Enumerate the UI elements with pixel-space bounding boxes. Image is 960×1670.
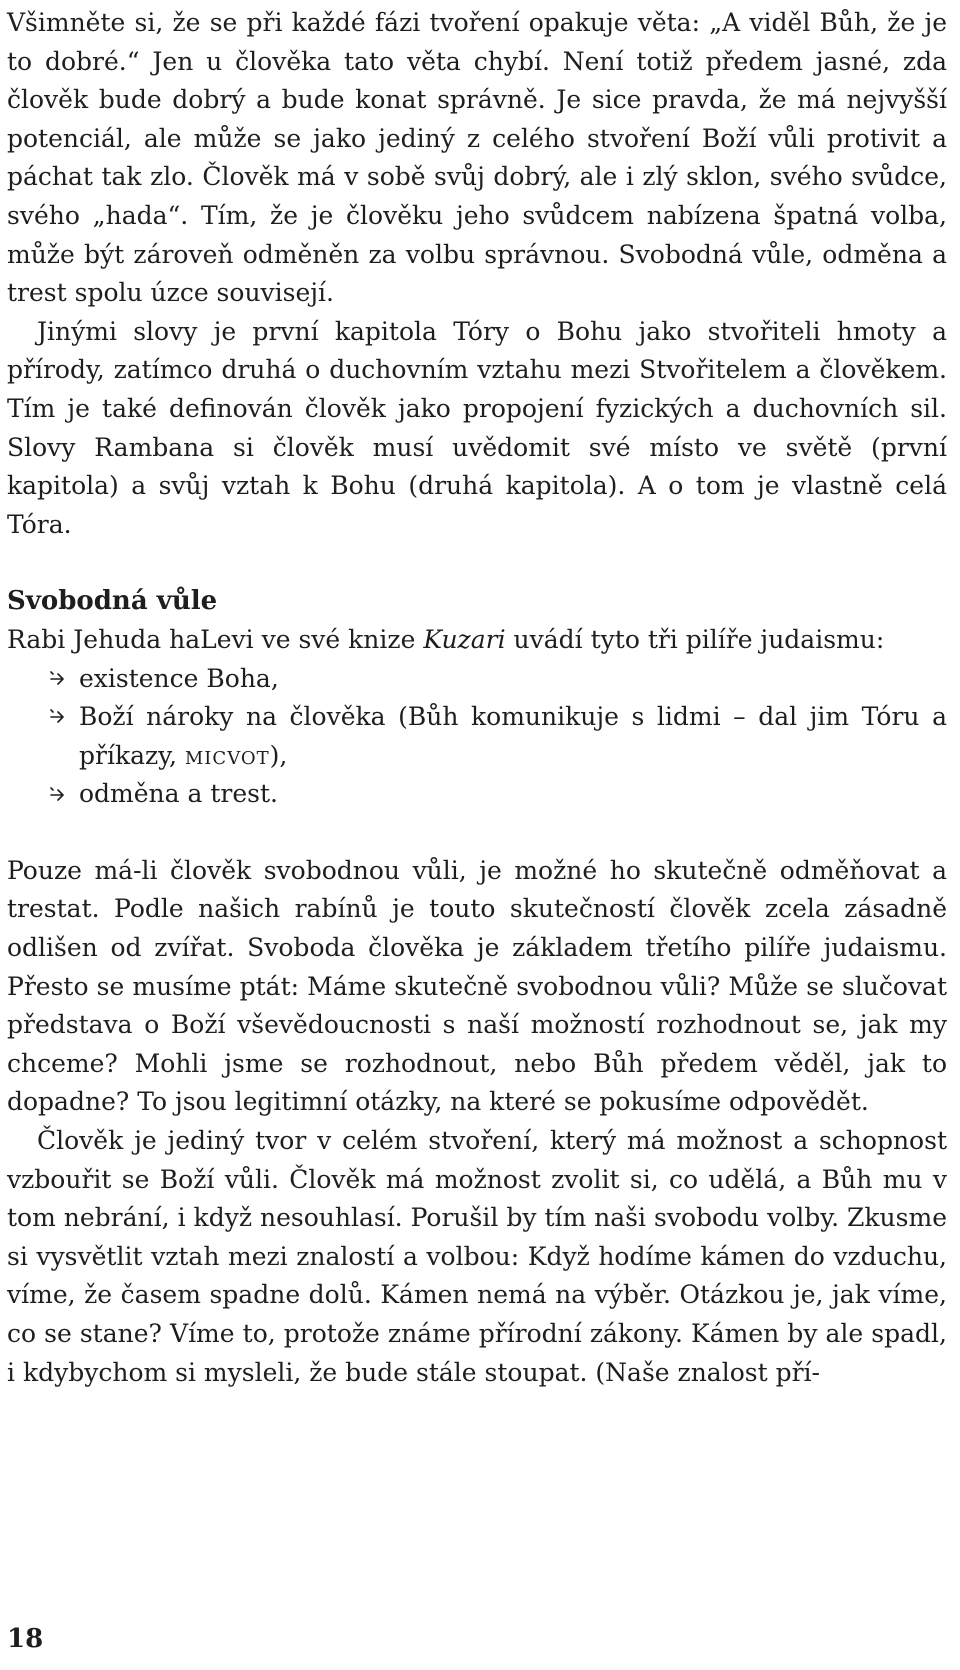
list-item-text: odměna a trest.: [79, 779, 278, 809]
spacer: [7, 814, 947, 852]
body-paragraph: Jinými slovy je první kapitola Tóry o Bohu jako stvořiteli hmoty a přírody, zatímco druhá o duchovním vztahu mezi Stvořitelem a člověkem. Tím je také definován člověk jako propojení fyzických a duchovních sil. Slovy Rambana si člověk musí uvědomit své místo ve světě (první kapitola) a svůj vztah k Bohu (druhá kapitola). A o tom je vlastně celá Tóra.: [7, 316, 947, 539]
body-paragraph: Pouze má-li člověk svobodnou vůli, je možné ho skutečně odměňovat a trestat. Podle našich rabínů je touto skutečností člověk zcela zásadně odlišen od zvířat. Svoboda člověka je základem třetího pilíře judaismu. Přesto se musíme ptát: Máme skutečně svobodnou vůli? Může se slučovat představa o Boží vševědoucnosti s naší možností rozhodnout se, jak my chceme? Mohli jsme se rozhodnout, nebo Bůh předem věděl, jak to dopadne? To jsou legitimní otázky, na které se pokusíme odpovědět.: [7, 855, 947, 1117]
list-item-text: ),: [269, 740, 288, 770]
term-micvot: micvot: [184, 740, 270, 770]
intro-text: Rabi Jehuda haLevi ve své knize: [7, 624, 424, 654]
body-paragraph: Člověk je jediný tvor v celém stvoření, který má možnost a schopnost vzbouřit se Boží vůli. Člověk má možnost zvolit si, co udělá, a Bůh mu v tom nebrání, i když nesouhlasí. Porušil by tím naši svobodu volby. Zkusme si vysvětlit vztah mezi znalostí a volbou: Když hodíme kámen do vzduchu, víme, že časem spadne dolů. Kámen nemá na výběr. Otázkou je, jak víme, co se stane? Víme to, protože známe přírodní zákony. Kámen by ale spadl, i kdybychom si mysleli, že bude stále stoupat. (Naše znalost pří-: [7, 1126, 947, 1387]
list-item: [7, 698, 947, 775]
body-paragraph: Všimněte si, že se při každé fázi tvoření opakuje věta: „A viděl Bůh, že je to dobré.“ Jen u člověka tato věta chybí. Není totiž předem jasné, zda člověk bude dobrý a bude konat správně. Je sice pravda, že má nejvyšší potenciál, ale může se jako jediný z celého stvoření Boží vůli protivit a páchat tak zlo. Člověk má v sobě svůj dobrý, ale i zlý sklon, svého svůdce, svého „hada“. Tím, že je člověku jeho svůdcem nabízena špatná volba, může být zároveň odměněn za volbu správnou. Svobodná vůle, odměna a trest spolu úzce souvisejí.: [7, 8, 947, 308]
intro-text: uvádí tyto tři pilíře judaismu:: [505, 624, 885, 654]
pillars-list: [7, 660, 947, 814]
list-item: [7, 775, 947, 814]
arrow-bullet-icon: [49, 660, 71, 699]
page-number: 18: [7, 1624, 44, 1654]
arrow-bullet-icon: [49, 698, 71, 737]
list-item: [7, 660, 947, 699]
arrow-bullet-icon: [49, 775, 71, 814]
list-item-text: existence Boha,: [79, 663, 279, 693]
book-title: Kuzari: [423, 624, 506, 654]
section-intro: [7, 621, 947, 660]
section-heading: Svobodná vůle: [7, 586, 218, 617]
list-item-text: Boží nároky na člověka (Bůh komunikuje s lidmi – dal jim Tóru a příkazy,: [79, 702, 947, 770]
book-page: [7, 0, 947, 1670]
